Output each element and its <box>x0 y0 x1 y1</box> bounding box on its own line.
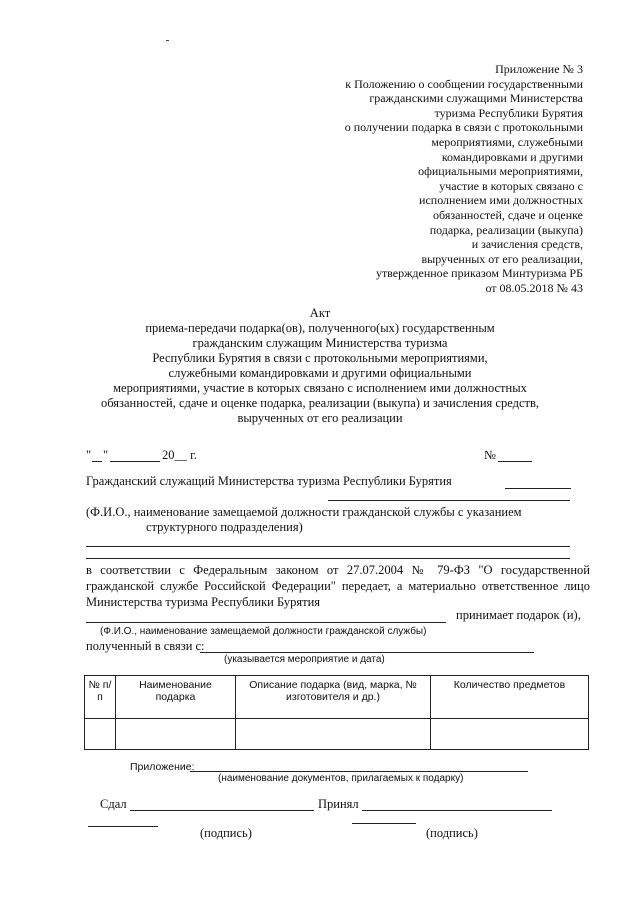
appendix-line: и зачисления средств, <box>471 237 583 252</box>
attachment-note: (наименование документов, прилагаемых к подарку) <box>218 773 464 784</box>
date-quote-close: " <box>103 448 109 462</box>
signature-right-label: (подпись) <box>426 826 478 840</box>
act-title-line: приема-передачи подарка(ов), полученного(ых) государственным <box>145 321 495 335</box>
header-number: № п/п <box>85 676 116 719</box>
servant-text: Гражданский служащий Министерства туризма Республики Бурятия <box>86 474 452 488</box>
signature-right-field[interactable] <box>352 823 416 824</box>
date-year: 20__ г. <box>162 448 197 462</box>
appendix-header <box>283 62 583 296</box>
act-title-line: Акт <box>309 306 331 320</box>
accepts-text: принимает подарок (и), <box>456 608 581 622</box>
act-title-line: служебными командировками и другими официальными <box>168 366 472 380</box>
date-day-field[interactable] <box>92 461 102 462</box>
date-month-field[interactable] <box>110 461 160 462</box>
scan-speck <box>166 40 169 41</box>
number-sign: № <box>484 448 496 462</box>
event-note: (указывается мероприятие и дата) <box>224 654 385 665</box>
table-cell[interactable] <box>236 719 431 750</box>
table-row <box>85 719 589 750</box>
header-gift-name: Наименование подарка <box>116 676 236 719</box>
received-text: полученный в связи с: <box>86 639 205 653</box>
blank-line-2[interactable] <box>86 558 570 559</box>
attachment-field[interactable] <box>190 771 528 772</box>
attachment-label: Приложение: <box>130 761 195 773</box>
appendix-line: подарка, реализации (выкупа) <box>429 222 583 237</box>
handed-field[interactable] <box>130 810 314 811</box>
event-field[interactable] <box>200 652 534 653</box>
date-quote-open: " <box>86 448 92 462</box>
act-number-field[interactable] <box>498 461 532 462</box>
appendix-line: гражданскими служащими Министерства <box>369 91 583 106</box>
handed-label: Сдал <box>100 797 127 811</box>
appendix-line: вырученных от его реализации, <box>421 251 583 266</box>
act-title-line: обязанностей, сдаче и оценке подарка, реализации (выкупа) и зачисления средств, <box>100 396 540 410</box>
blank-line-1[interactable] <box>86 546 570 547</box>
accepted-label: Принял <box>318 797 359 811</box>
appendix-line: официальными мероприятиями, <box>418 164 583 179</box>
table-cell[interactable] <box>85 719 116 750</box>
appendix-line: участие в которых связано с <box>439 178 583 193</box>
accepted-field[interactable] <box>362 810 552 811</box>
appendix-line: о получении подарка в связи с протокольными <box>344 120 583 135</box>
appendix-line: Приложение № 3 <box>495 62 583 76</box>
act-title-line: Республики Бурятия в связи с протокольными мероприятиями, <box>152 351 488 365</box>
table-cell[interactable] <box>116 719 236 750</box>
signature-left-field[interactable] <box>88 826 158 827</box>
appendix-line: мероприятиями, служебными <box>431 134 583 149</box>
appendix-line: к Положению о сообщении государственными <box>345 76 583 91</box>
header-gift-description: Описание подарка (вид, марка, № изготовителя и др.) <box>236 676 431 719</box>
header-quantity: Количество предметов <box>431 676 589 719</box>
gift-table <box>84 675 589 750</box>
servant-field[interactable] <box>505 488 571 489</box>
appendix-line: командировками и другими <box>441 149 583 164</box>
table-header-row <box>85 676 589 719</box>
signature-left-label: (подпись) <box>200 826 252 840</box>
fio-note-small: (Ф.И.О., наименование замещаемой должности гражданской службы) <box>100 626 427 637</box>
act-title-line: гражданским служащим Министерства туризма <box>192 336 448 350</box>
act-title-line: вырученных от его реализации <box>237 411 403 425</box>
table-cell[interactable] <box>431 719 589 750</box>
responsible-person-field[interactable] <box>86 622 446 623</box>
servant-field-2[interactable] <box>328 500 570 501</box>
act-title <box>60 306 580 426</box>
appendix-line: исполнением ими должностных <box>419 193 583 208</box>
appendix-line: туризма Республики Бурятия <box>434 105 583 120</box>
fio-note-2: структурного подразделения) <box>146 520 303 534</box>
fio-note-1: (Ф.И.О., наименование замещаемой должности гражданской службы с указанием <box>86 505 522 519</box>
appendix-line: от 08.05.2018 № 43 <box>485 280 583 295</box>
appendix-line: утвержденное приказом Минтуризма РБ <box>375 266 583 281</box>
act-title-line: мероприятиями, участие в которых связано с исполнением ими должностных <box>113 381 527 395</box>
appendix-line: обязанностей, сдаче и оценке <box>433 207 583 222</box>
law-paragraph: в соответствии с Федеральным законом от 27.07.2004 № 79-ФЗ "О государственной гражданской службе Российской Федерации" передает, а материально ответственное лицо Министерства туризма Республики Бурятия <box>86 563 590 609</box>
